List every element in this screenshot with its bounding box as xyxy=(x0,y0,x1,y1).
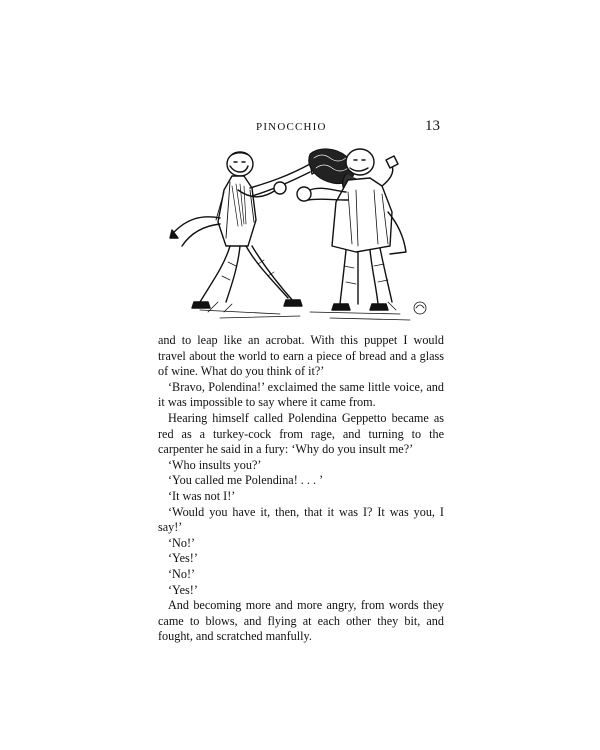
page-header xyxy=(158,118,442,139)
paragraph: and to leap like an acrobat. With this puppet I would travel about the world to earn a piece of bread and a glass of wine. What do you think of it?’ xyxy=(158,333,444,379)
paragraph: ‘You called me Polendina! . . . ’ xyxy=(168,473,324,488)
paragraph: ‘Would you have it, then, that it was I? It was you, I say!’ xyxy=(158,504,444,535)
paragraph: And becoming more and more angry, from words they came to blows, and flying at each other they bit, and fought, and scratched manfully. xyxy=(158,598,444,644)
paragraph: ‘It was not I!’ xyxy=(168,488,236,503)
paragraph: ‘Bravo, Polendina!’ exclaimed the same little voice, and it was impossible to say where it came from. xyxy=(158,379,444,410)
paragraph: ‘Yes!’ xyxy=(168,551,198,566)
paragraph: Hearing himself called Polendina Geppetto became as red as a turkey-cock from rage, and turning to the carpenter he said in a fury: ‘Why do you insult me?’ xyxy=(158,410,444,457)
two-old-men-fighting-illustration xyxy=(160,142,450,322)
paragraph: ‘No!’ xyxy=(168,535,196,550)
paragraph: ‘No!’ xyxy=(168,566,196,581)
paragraph: ‘Who insults you?’ xyxy=(168,457,262,472)
body-text xyxy=(158,333,444,645)
running-head: PINOCCHIO xyxy=(256,121,327,133)
paragraph: ‘Yes!’ xyxy=(168,582,198,597)
page-number: 13 xyxy=(425,118,440,134)
